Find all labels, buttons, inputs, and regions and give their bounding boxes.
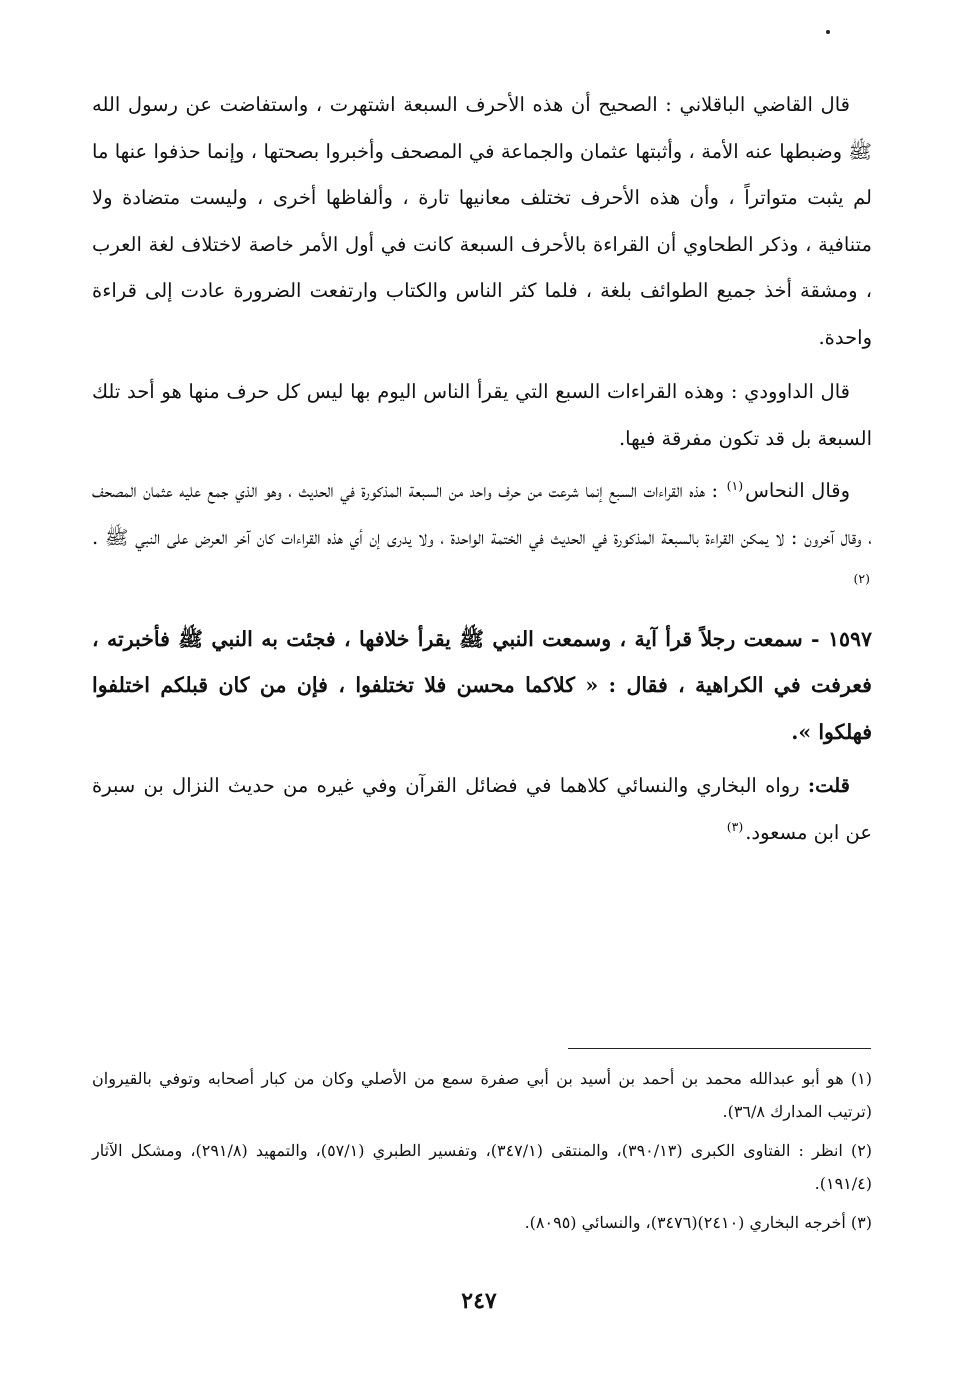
hadith-1597: ١٥٩٧ - سمعت رجلاً قرأ آية ، وسمعت النبي ﷺ يقرأ خلافها ، فجئت به النبي ﷺ فأخبرته ، فعرفت في الكراهية ، فقال : « كلاكما محسن فلا تختلفوا ، فإن من كان قبلكم اختلفوا فهلكوا ». [92, 626, 872, 744]
qult-label: قلت: [807, 774, 850, 797]
main-text [92, 82, 872, 864]
footnote-ref-3[interactable]: (٣) [726, 819, 744, 834]
footnote-3: (٣) أخرجه البخاري (٢٤١٠)(٣٤٧٦)، والنسائي (٨٠٩٥). [524, 1213, 872, 1232]
paragraph-nahhas [92, 468, 872, 608]
paragraph-qult [92, 763, 872, 856]
nahhas-body: : هذه القراءات السبع إنما شرعت من حرف واحد من السبعة المذكورة في الحديث ، وهو الذي جمع عليه عثمان المصحف ، وقال آخرون : لا يمكن القراءة بالسبعة المذكورة في الحديث في الختمة الواحدة ، ولا يدرى إن أي هذه القراءات كان آخر العرض على النبي ﷺ . [92, 479, 872, 549]
paragraph-dawudi: قال الداوودي : وهذه القراءات السبع التي يقرأ الناس اليوم بها ليس كل حرف منها هو أحد تلك السبعة بل قد تكون مفرقة فيها. [92, 380, 872, 450]
page-number: ٢٤٧ [461, 1288, 497, 1314]
page-mark-dot [826, 30, 830, 34]
paragraph-baqillani: قال القاضي الباقلاني : الصحيح أن هذه الأحرف السبعة اشتهرت ، واستفاضت عن رسول الله ﷺ وضبطها عنه الأمة ، وأثبتها عثمان والجماعة في المصحف وأخبروا بصحتها ، وإنما حذفوا عنها ما لم يثبت متواتراً ، وأن هذه الأحرف تختلف معانيها تارة ، وألفاظها أخرى ، وليست متضادة ولا متنافية ، وذكر الطحاوي أن القراءة بالأحرف السبعة كانت في أول الأمر خاصة لاختلاف لغة العرب ، ومشقة أخذ جميع الطوائف بلغة ، فلما كثر الناس والكتاب وارتفعت الضرورة عادت إلى قراءة واحدة. [92, 93, 872, 349]
footnote-ref-2[interactable]: (٢) [853, 570, 870, 586]
footnote-1: (١) هو أبو عبدالله محمد بن أحمد بن أسيد بن أبي صفرة سمع من الأصلي وكان من كبار أصحابه وتوفي بالقيروان (ترتيب المدارك ٣٦/٨). [92, 1069, 872, 1121]
footnote-separator [568, 1048, 871, 1049]
footnote-ref-1[interactable]: (١) [726, 477, 744, 493]
qult-body: رواه البخاري والنسائي كلاهما في فضائل القرآن وفي غيره من حديث النزال بن سبرة عن ابن مسعود. [92, 774, 872, 844]
nahhas-opening: وقال النحاس [745, 479, 850, 502]
footnote-2: (٢) انظر : الفتاوى الكبرى (٣٩٠/١٣)، والمنتقى (٣٤٧/١)، وتفسير الطبري (٥٧/١)، والتمهيد (٢٩١/٨)، ومشكل الآثار (١٩١/٤). [92, 1141, 873, 1193]
footnotes [92, 1062, 872, 1245]
